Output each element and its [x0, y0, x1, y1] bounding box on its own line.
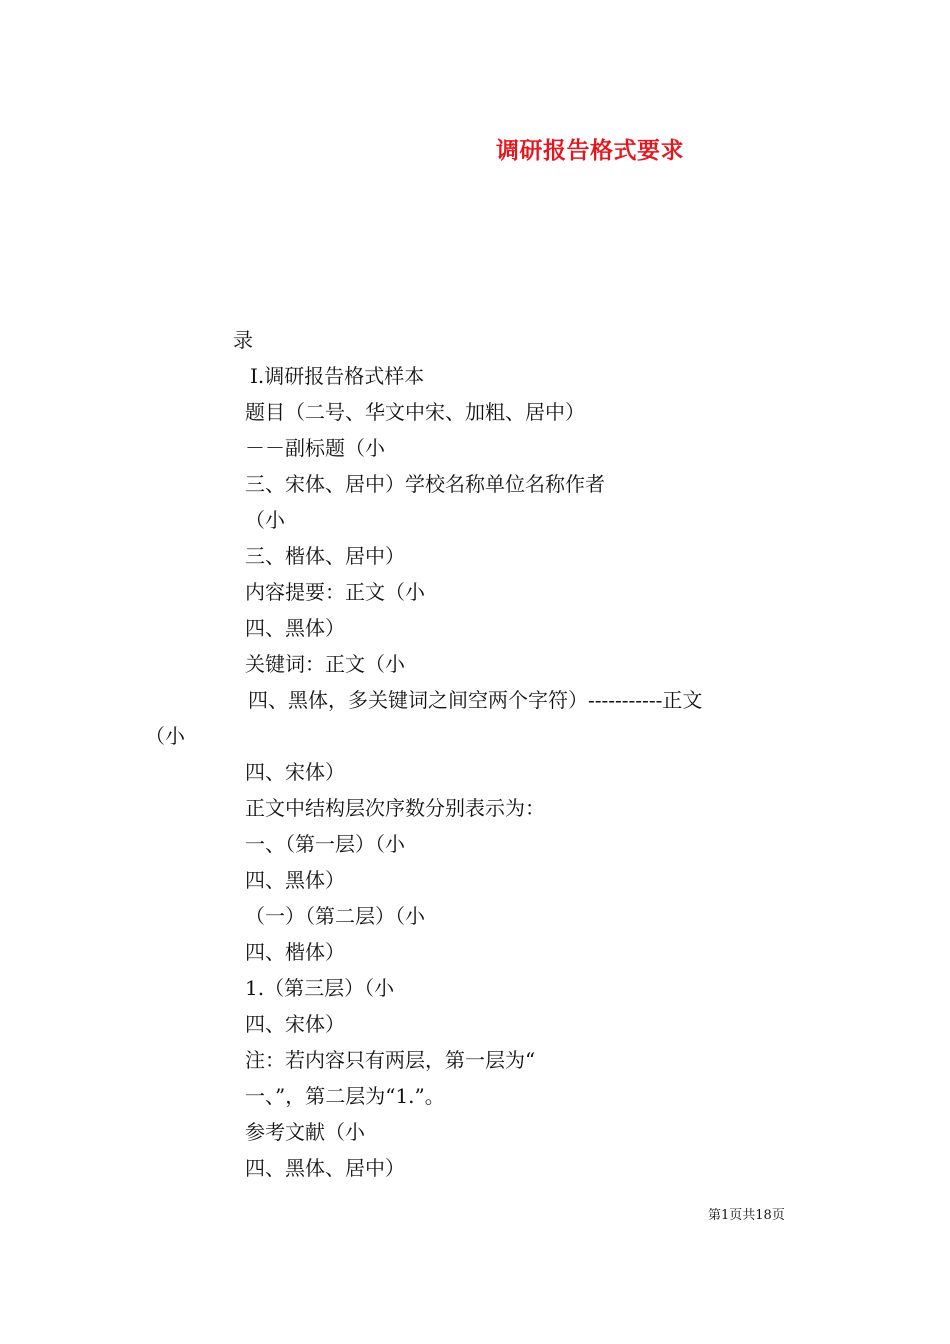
text-line: （小	[245, 508, 285, 532]
document-title: 调研报告格式要求	[496, 137, 684, 164]
text-line: 内容提要：正文（小	[245, 580, 425, 604]
text-line: （一）（第二层）（小	[245, 904, 425, 928]
text-line: （小	[145, 724, 185, 748]
text-line: 注：若内容只有两层，第一层为“	[245, 1048, 536, 1072]
page-footer: 第1页共18页	[708, 1208, 785, 1223]
text-line: 一、”，第二层为“1.”。	[245, 1084, 445, 1108]
text-line: 关键词：正文（小	[245, 652, 405, 676]
text-line: 参考文献（小	[245, 1120, 365, 1144]
text-line: 四、黑体、居中）	[245, 1156, 405, 1180]
text-line: 四、宋体）	[245, 1012, 345, 1036]
text-line: 题目（二号、华文中宋、加粗、居中）	[245, 400, 585, 424]
text-line: 三、楷体、居中）	[245, 544, 405, 568]
text-line: 录	[233, 328, 253, 352]
text-line: 1.（第三层）（小	[245, 976, 395, 1000]
text-line: 四、黑体，多关键词之间空两个字符）-----------正文	[248, 688, 703, 712]
text-line: 四、宋体）	[245, 760, 345, 784]
text-line: 正文中结构层次序数分别表示为：	[245, 796, 545, 820]
text-line: 四、黑体）	[245, 616, 345, 640]
text-line: Ⅰ.调研报告格式样本	[250, 364, 425, 388]
text-line: 四、楷体）	[245, 940, 345, 964]
text-line: 一、（第一层）（小	[245, 832, 405, 856]
text-line: 三、宋体、居中）学校名称单位名称作者	[245, 472, 605, 496]
text-line: 四、黑体）	[245, 868, 345, 892]
text-line: －－副标题（小	[245, 436, 385, 460]
